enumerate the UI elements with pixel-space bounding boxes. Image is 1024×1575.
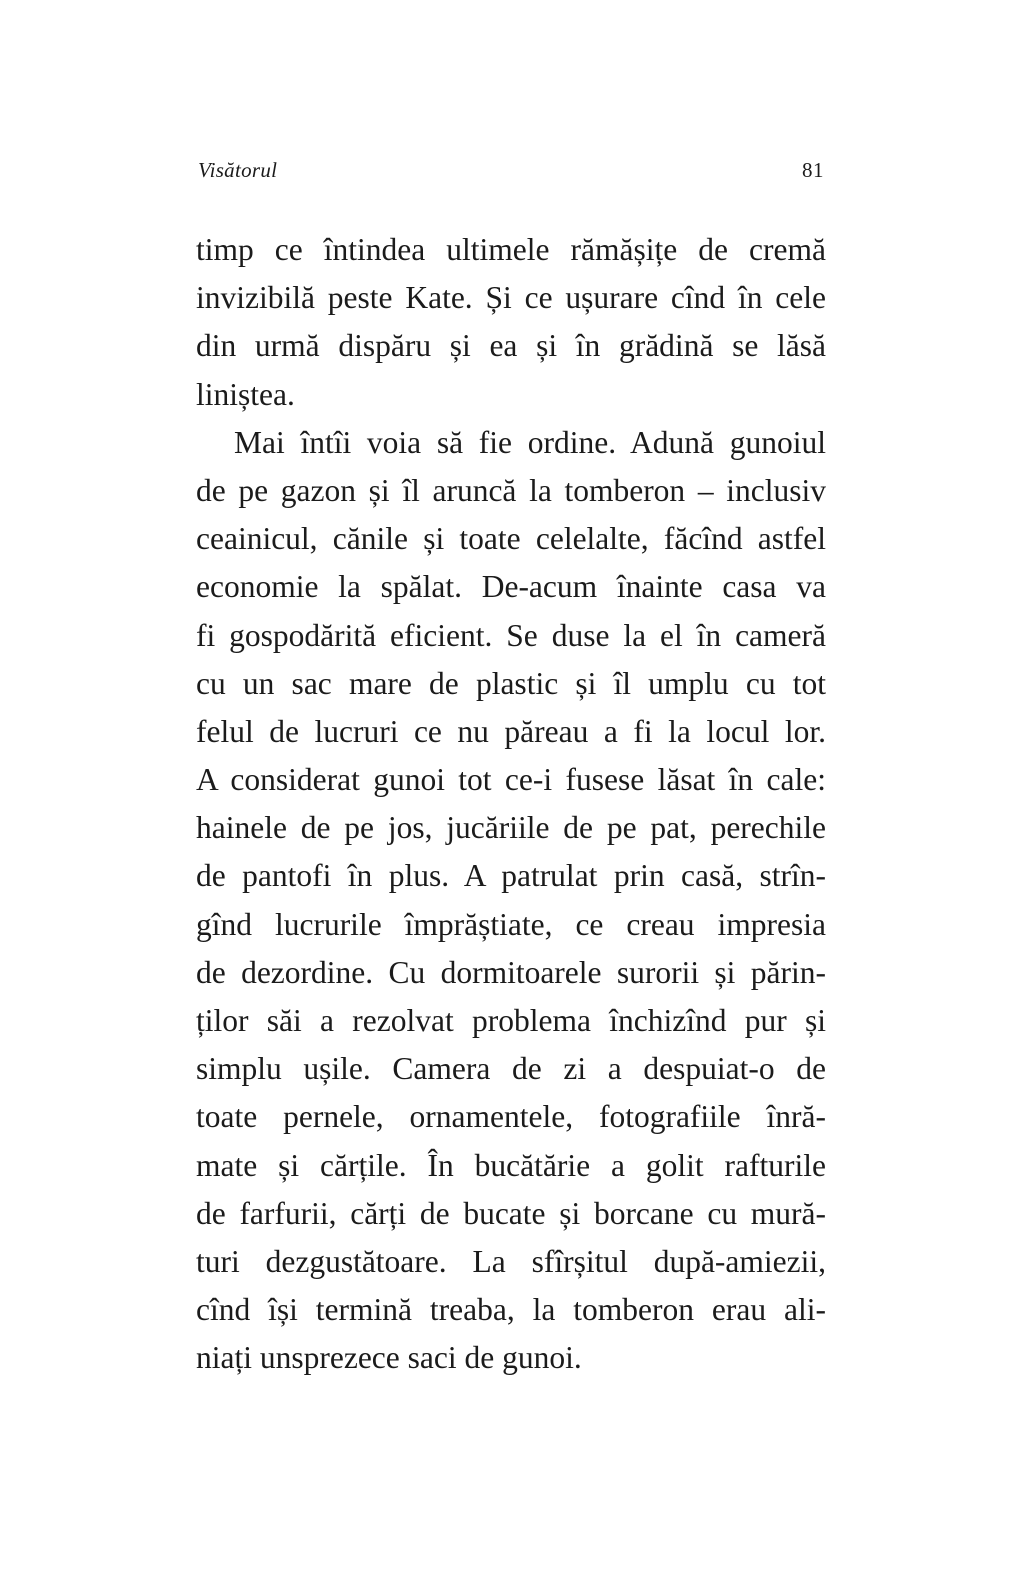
text-line: simplu ușile. Camera de zi a despuiat-o de: [196, 1051, 826, 1087]
text-line: din urmă dispăru și ea și în grădină se lăsă: [196, 328, 826, 364]
text-line: economie la spălat. De-acum înainte casa va: [196, 569, 826, 605]
text-line: niați unsprezece saci de gunoi.: [196, 1340, 582, 1376]
text-line: mate și cărțile. În bucătărie a golit rafturile: [196, 1147, 826, 1183]
text-line: de pantofi în plus. A patrulat prin casă, strîn-: [196, 858, 826, 894]
text-line: ților săi a rezolvat problema închizînd pur și: [196, 1003, 826, 1038]
text-line: liniștea.: [196, 376, 295, 412]
text-line: Mai întîi voia să fie ordine. Adună gunoiul: [234, 424, 826, 460]
text-line: felul de lucruri ce nu păreau a fi la locul lor.: [196, 713, 826, 749]
text-line: ceainicul, cănile și toate celelalte, făcînd astfel: [196, 521, 826, 557]
text-line: A considerat gunoi tot ce-i fusese lăsat în cale:: [196, 762, 826, 798]
page-number: 81: [802, 158, 824, 182]
text-line: de pe gazon și îl aruncă la tomberon – inclusiv: [196, 472, 826, 508]
body-text: [196, 226, 826, 1383]
text-line: invizibilă peste Kate. Și ce ușurare cînd în cele: [196, 280, 826, 316]
text-line: turi dezgustătoare. La sfîrșitul după-amiezii,: [196, 1243, 826, 1279]
text-line: gînd lucrurile împrăștiate, ce creau impresia: [196, 906, 826, 942]
text-line: hainele de pe jos, jucăriile de pe pat, perechile: [196, 810, 826, 846]
running-header-title: Visătorul: [198, 158, 278, 182]
text-line: timp ce întindea ultimele rămășițe de cremă: [196, 232, 826, 267]
text-line: cînd își termină treaba, la tomberon erau ali-: [196, 1292, 826, 1328]
text-line: toate pernele, ornamentele, fotografiile înră-: [196, 1099, 826, 1135]
text-line: cu un sac mare de plastic și îl umplu cu tot: [196, 665, 826, 701]
text-line: de farfurii, cărți de bucate și borcane cu mură-: [196, 1195, 826, 1231]
text-line: de dezordine. Cu dormitoarele surorii și părin-: [196, 954, 826, 990]
text-line: fi gospodărită eficient. Se duse la el în cameră: [196, 617, 826, 653]
running-header: [198, 158, 824, 190]
